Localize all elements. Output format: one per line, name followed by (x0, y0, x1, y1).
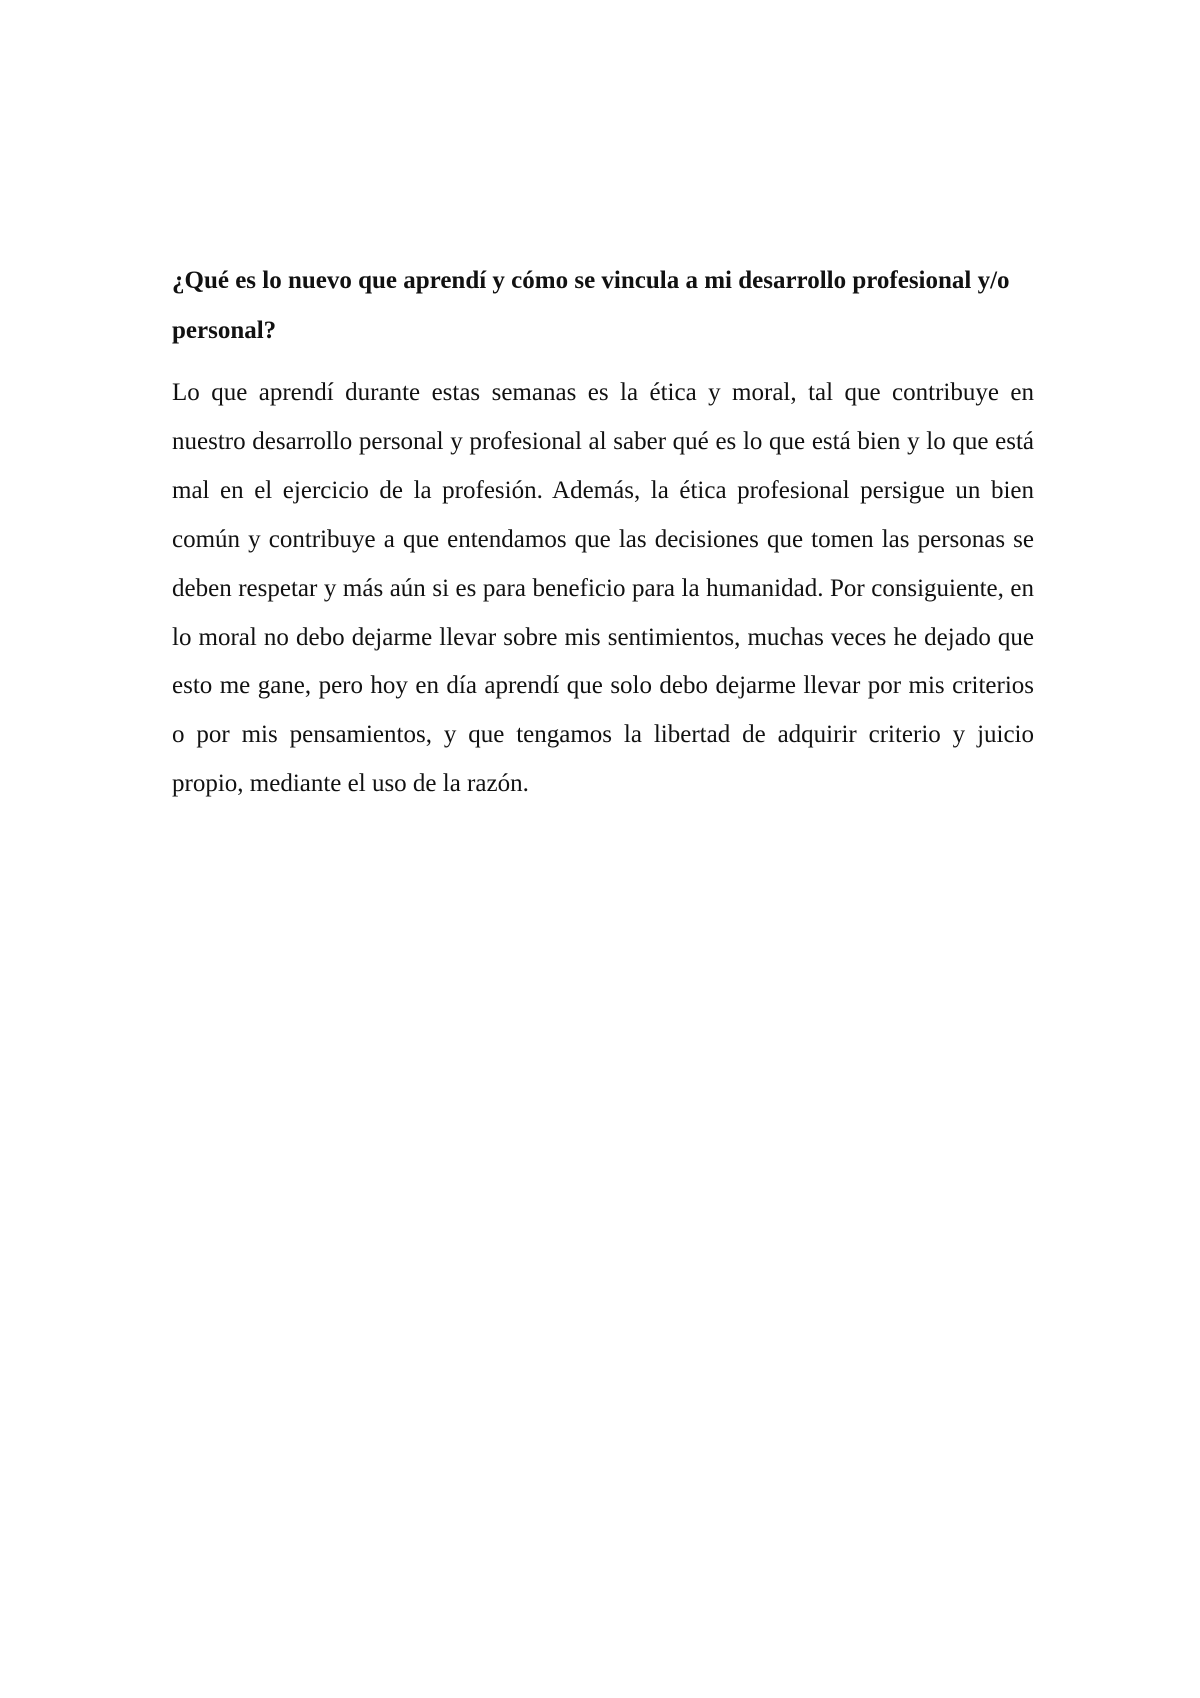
question-heading: ¿Qué es lo nuevo que aprendí y cómo se vincula a mi desarrollo profesional y/o personal? (172, 267, 1010, 344)
answer-paragraph: Lo que aprendí durante estas semanas es la ética y moral, tal que contribuye en nuestro desarrollo personal y profesional al saber qué es lo que está bien y lo que está mal en el ejercicio de la profesión. Además, la ética profesional persigue un bien común y contribuye a que entendamos que las decisiones que tomen las personas se deben respetar y más aún si es para beneficio para la humanidad. Por consiguiente, en lo moral no debo dejarme llevar sobre mis sentimientos, muchas veces he dejado que esto me gane, pero hoy en día aprendí que solo debo dejarme llevar por mis criterios o por mis pensamientos, y que tengamos la libertad de adquirir criterio y juicio propio, mediante el uso de la razón. (172, 379, 1034, 798)
document-content (172, 256, 1034, 809)
